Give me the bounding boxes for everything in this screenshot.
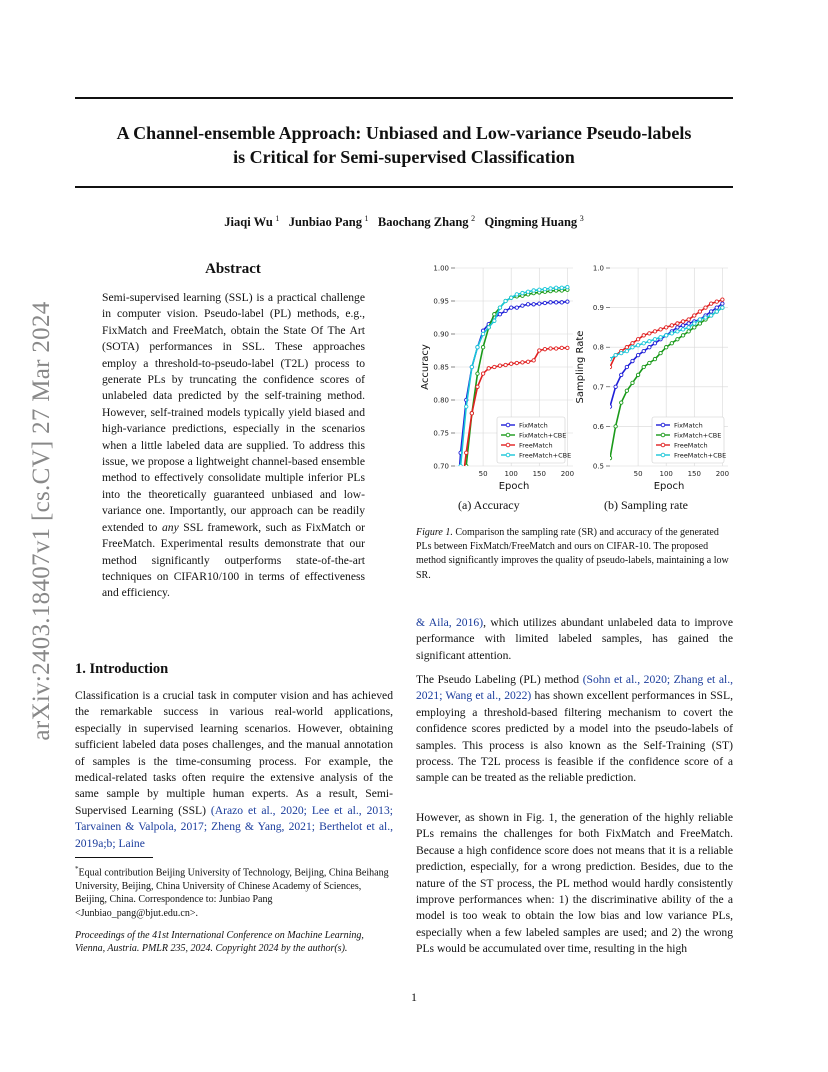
y-tick-label: 0.6 xyxy=(592,422,604,431)
footnote-text: Equal contribution Beijing University of Technology, Beijing, China Beihang University, Beijing, China University of Chinese Academy of Sciences, Beijing, China. Correspondence to: Junbiao Pang <Junbiao_pang@bjut.edu.cn>. xyxy=(75,867,389,919)
legend-label: FixMatch xyxy=(674,421,703,430)
y-tick-label: 0.95 xyxy=(433,297,449,306)
data-point xyxy=(636,373,639,376)
data-point xyxy=(681,328,684,331)
legend-marker xyxy=(506,443,510,447)
data-point xyxy=(698,322,701,325)
x-tick-label: 150 xyxy=(687,470,701,478)
data-point xyxy=(721,306,724,309)
y-tick-label: 0.9 xyxy=(592,304,604,313)
data-point xyxy=(653,338,656,341)
data-point xyxy=(526,290,529,293)
data-point xyxy=(498,364,501,367)
x-axis-label: Epoch xyxy=(498,481,530,492)
y-tick-label: 0.8 xyxy=(592,343,604,352)
data-point xyxy=(704,306,707,309)
data-point xyxy=(676,338,679,341)
data-point xyxy=(532,289,535,292)
footnote-affiliations: *Equal contribution Beijing University of Technology, Beijing, China Beihang University, Beijing, China University of Chinese Academy of Sciences, Beijing, China. Correspondence to: Junbiao Pang <Junbiao_pang@bjut.edu.cn>. xyxy=(75,865,389,919)
subcaption-accuracy: (a) Accuracy xyxy=(458,498,520,512)
data-point xyxy=(693,326,696,329)
data-point xyxy=(476,385,479,388)
caption-text: Comparison the sampling rate (SR) and accuracy of the generated PLs between FixMatch/FreeMatch and ours on CIFAR-10. The proposed method significantly improves the quality of pseudo-labels, maintaining a low SR. xyxy=(416,527,729,581)
data-point xyxy=(631,381,634,384)
legend-marker xyxy=(506,423,510,427)
data-point xyxy=(465,451,468,454)
legend-label: FreeMatch xyxy=(519,441,553,450)
data-point xyxy=(631,342,634,345)
data-point xyxy=(554,301,557,304)
data-point xyxy=(664,326,667,329)
data-point xyxy=(554,286,557,289)
data-point xyxy=(715,300,718,303)
right-paragraph-1 xyxy=(416,615,733,664)
data-point xyxy=(566,300,569,303)
data-point xyxy=(487,326,490,329)
right-paragraph-3: However, as shown in Fig. 1, the generation of the highly reliable PLs remains the challenges for both FixMatch and FreeMatch. Because a high confidence score does not means that it is a reliable prediction, especially, for a wrong prediction. Besides, due to the nature of the ST process, the PL method would hardly consistently improve performances when: 1) the discriminative ability of the a model is too weak to obtain the low bias and low variance PLs, especially when a few labeled samples are used; and 2) the wrong PLs would be accumulated over time, resulting in the high xyxy=(416,811,733,956)
data-point xyxy=(687,326,690,329)
data-point xyxy=(493,365,496,368)
citation-link[interactable]: & Aila, 2016) xyxy=(416,616,484,629)
abstract-body xyxy=(102,290,365,602)
data-point xyxy=(715,306,718,309)
paper-title-line-1: A Channel-ensemble Approach: Unbiased and Low-variance Pseudo-labels xyxy=(116,123,692,143)
y-tick-label: 0.80 xyxy=(433,396,449,405)
data-point xyxy=(532,303,535,306)
data-point xyxy=(676,322,679,325)
data-point xyxy=(715,310,718,313)
page-number: 1 xyxy=(411,990,417,1004)
author-affiliation: 3 xyxy=(579,214,584,223)
legend-label: FreeMatch+CBE xyxy=(674,451,727,460)
data-point xyxy=(465,405,468,408)
paper-title-line-2: is Critical for Semi-supervised Classification xyxy=(233,147,575,167)
data-point xyxy=(625,389,628,392)
data-point xyxy=(648,361,651,364)
data-point xyxy=(681,320,684,323)
title-top-rule xyxy=(75,97,733,99)
data-point xyxy=(642,349,645,352)
data-point xyxy=(493,313,496,316)
arxiv-id-text: arXiv:2403.18407v1 [cs.CV] 27 Mar 2024 xyxy=(28,301,55,741)
data-point xyxy=(566,285,569,288)
data-point xyxy=(687,330,690,333)
intro-paragraph xyxy=(75,688,393,852)
data-point xyxy=(498,306,501,309)
data-point xyxy=(560,346,563,349)
data-point xyxy=(481,372,484,375)
x-axis-label: Epoch xyxy=(653,481,685,492)
y-tick-label: 1.00 xyxy=(433,264,449,273)
author-list xyxy=(75,214,733,230)
data-point xyxy=(709,302,712,305)
x-tick-label: 200 xyxy=(715,470,730,478)
paragraph-text: The Pseudo Labeling (PL) method xyxy=(416,673,583,686)
data-point xyxy=(543,301,546,304)
legend-label: FixMatch+CBE xyxy=(519,431,567,440)
sampling-rate-chart xyxy=(575,265,729,493)
right-paragraph-2 xyxy=(416,672,733,787)
author-name: Junbiao Pang xyxy=(288,215,362,230)
section-heading: 1. Introduction xyxy=(75,661,169,677)
data-point xyxy=(721,302,724,305)
data-point xyxy=(709,314,712,317)
legend-marker xyxy=(661,453,665,457)
data-point xyxy=(560,286,563,289)
y-axis-label: Accuracy xyxy=(420,344,431,390)
y-tick-label: 0.5 xyxy=(592,462,604,471)
abstract-emphasis: any xyxy=(161,520,179,534)
figure-1-charts xyxy=(412,258,733,498)
data-point xyxy=(549,301,552,304)
data-point xyxy=(608,405,611,408)
data-point xyxy=(504,309,507,312)
data-point xyxy=(532,359,535,362)
y-tick-label: 0.85 xyxy=(433,363,449,372)
paragraph-text: , which utilizes abundant unlabeled data to improve performance with limited labeled samples, has gained the significant attention. xyxy=(416,616,733,662)
data-point xyxy=(648,340,651,343)
footnote-proceedings: Proceedings of the 41st International Conference on Machine Learning, Vienna, Austria. PMLR 235, 2024. Copyright 2024 by the author(s). xyxy=(75,930,364,955)
y-tick-label: 0.75 xyxy=(433,429,449,438)
legend-marker xyxy=(661,423,665,427)
figure-caption xyxy=(416,526,733,583)
data-point xyxy=(687,318,690,321)
data-point xyxy=(608,357,611,360)
data-point xyxy=(653,342,656,345)
abstract-text: SSL framework, such as FixMatch or FreeMatch. Experimental results demonstrate that our method significantly outperforms state-of-the-art techniques on CIFAR10/100 in terms of effectiveness and efficiency. xyxy=(102,520,365,600)
legend-label: FixMatch xyxy=(519,421,548,430)
data-point xyxy=(538,288,541,291)
data-point xyxy=(631,359,634,362)
data-point xyxy=(620,351,623,354)
data-point xyxy=(481,346,484,349)
y-axis-label: Sampling Rate xyxy=(575,330,586,404)
data-point xyxy=(642,365,645,368)
data-point xyxy=(659,328,662,331)
data-point xyxy=(664,334,667,337)
data-point xyxy=(659,351,662,354)
data-point xyxy=(648,346,651,349)
data-point xyxy=(653,330,656,333)
data-point xyxy=(538,302,541,305)
arxiv-identifier xyxy=(22,282,62,760)
legend-label: FreeMatch+CBE xyxy=(519,451,572,460)
data-point xyxy=(521,361,524,364)
data-point xyxy=(620,373,623,376)
y-tick-label: 0.70 xyxy=(433,462,449,471)
data-point xyxy=(636,344,639,347)
data-point xyxy=(681,324,684,327)
data-point xyxy=(476,372,479,375)
data-point xyxy=(526,303,529,306)
abstract-text: Semi-supervised learning (SSL) is a practical challenge in computer vision. Pseudo-label (PL) methods, e.g., FixMatch and FreeMatch, obtain the State Of The Art (SOTA) performances in SSL. These approaches employ a threshold-to-pseudo-label (T2L) process to generate PLs by truncating the confidence scores of unlabeled data predicted by the self-training method. However, self-trained models typically yield biased and high-variance predictions, especially in the scenarios when a little labeled data are supplied. To address this issue, we propose a lightweight channel-based ensemble method to effectively consolidate multiple inferior PLs into the theoretically guaranteed unbiased and low-variance one. Importantly, our approach can be readily extended to xyxy=(102,291,365,534)
subcaption-sampling-rate: (b) Sampling rate xyxy=(604,498,688,512)
legend-label: FreeMatch xyxy=(674,441,708,450)
data-point xyxy=(543,347,546,350)
data-point xyxy=(560,301,563,304)
paragraph-text: has shown excellent performances in SSL, employing a threshold-based filtering mechanism to covert the confidence scores predicted by a model into the pseudo-labels of samples. This process is also known as the Self-Training (ST) process. The T2L process is feasible if the confidence score of a sample can be treated as the reliable prediction. xyxy=(416,689,733,785)
data-point xyxy=(648,332,651,335)
data-point xyxy=(538,349,541,352)
data-point xyxy=(566,346,569,349)
accuracy-chart xyxy=(420,265,574,499)
data-point xyxy=(614,385,617,388)
data-point xyxy=(642,334,645,337)
data-point xyxy=(664,346,667,349)
data-point xyxy=(515,306,518,309)
data-point xyxy=(526,360,529,363)
legend-marker xyxy=(506,453,510,457)
data-point xyxy=(459,464,462,467)
data-point xyxy=(608,365,611,368)
data-point xyxy=(704,316,707,319)
data-point xyxy=(470,412,473,415)
y-tick-label: 0.90 xyxy=(433,330,449,339)
data-point xyxy=(636,353,639,356)
data-point xyxy=(549,287,552,290)
author-affiliation: 2 xyxy=(471,214,476,223)
citation-link[interactable]: (Sohn et al., 2020; Zhang et al., 2021; Wang et al., 2022) xyxy=(416,673,733,703)
data-point xyxy=(698,318,701,321)
data-point xyxy=(670,332,673,335)
data-point xyxy=(698,310,701,313)
data-point xyxy=(614,425,617,428)
data-point xyxy=(670,324,673,327)
y-tick-label: 0.7 xyxy=(592,383,604,392)
data-point xyxy=(693,314,696,317)
data-point xyxy=(549,347,552,350)
data-point xyxy=(676,326,679,329)
x-tick-label: 50 xyxy=(478,470,488,478)
author-name: Baochang Zhang xyxy=(377,215,469,230)
data-point xyxy=(625,346,628,349)
data-point xyxy=(676,330,679,333)
data-point xyxy=(670,342,673,345)
x-tick-label: 100 xyxy=(504,470,518,478)
data-point xyxy=(659,336,662,339)
data-point xyxy=(521,304,524,307)
author-affiliation: 1 xyxy=(364,214,369,223)
data-point xyxy=(493,319,496,322)
x-tick-label: 100 xyxy=(659,470,673,478)
data-point xyxy=(687,322,690,325)
data-point xyxy=(515,293,518,296)
data-point xyxy=(504,299,507,302)
data-point xyxy=(636,338,639,341)
legend-marker xyxy=(506,433,510,437)
author-affiliation: 1 xyxy=(275,214,280,223)
x-tick-label: 50 xyxy=(633,470,643,478)
data-point xyxy=(693,322,696,325)
data-point xyxy=(554,347,557,350)
data-point xyxy=(709,310,712,313)
data-point xyxy=(476,346,479,349)
data-point xyxy=(509,306,512,309)
legend-marker xyxy=(661,433,665,437)
citation-link[interactable]: (Arazo et al., 2020; Lee et al., 2013; Tarvainen & Valpola, 2017; Zheng & Yang, 2021; Berthelot et al., 2019a;b; Laine xyxy=(75,803,393,850)
data-point xyxy=(631,346,634,349)
abstract-heading: Abstract xyxy=(205,261,261,277)
data-point xyxy=(487,367,490,370)
x-tick-label: 150 xyxy=(532,470,546,478)
data-point xyxy=(481,332,484,335)
author-name: Qingming Huang xyxy=(484,215,578,230)
data-point xyxy=(509,296,512,299)
title-bottom-rule xyxy=(75,186,733,188)
intro-text: Classification is a crucial task in computer vision and has achieved the remarkable success in various real-world applications, especially in supervised learning scenarios. However, obtaining sufficient labeled data poses challenges, and the manual annotation of samples is the time-consuming process. For example, the medical-related tasks often require the extensive analysis of the same sample by multiple human experts. As a result, Semi-Supervised Learning (SSL) xyxy=(75,689,393,817)
footnote-rule xyxy=(75,857,153,858)
data-point xyxy=(498,313,501,316)
legend-label: FixMatch+CBE xyxy=(674,431,722,440)
data-point xyxy=(642,342,645,345)
data-point xyxy=(543,287,546,290)
legend-marker xyxy=(661,443,665,447)
author-name: Jiaqi Wu xyxy=(224,215,273,230)
y-tick-label: 1.0 xyxy=(592,264,604,273)
data-point xyxy=(521,291,524,294)
data-point xyxy=(608,456,611,459)
x-tick-label: 200 xyxy=(560,470,575,478)
data-point xyxy=(504,363,507,366)
data-point xyxy=(614,353,617,356)
caption-label: Figure 1. xyxy=(416,527,453,538)
data-point xyxy=(625,349,628,352)
data-point xyxy=(721,298,724,301)
data-point xyxy=(625,365,628,368)
data-point xyxy=(515,361,518,364)
data-point xyxy=(681,334,684,337)
data-point xyxy=(653,357,656,360)
data-point xyxy=(470,365,473,368)
data-point xyxy=(620,401,623,404)
data-point xyxy=(509,362,512,365)
